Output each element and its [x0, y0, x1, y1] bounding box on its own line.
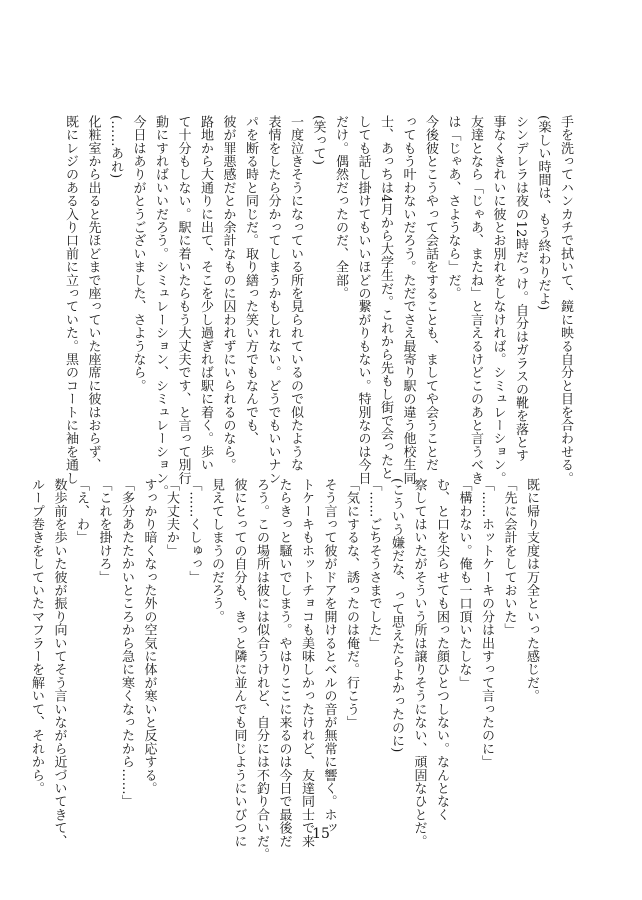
text-line: 動にすればいいだろう。シミュレーション、シミュレーション。	[153, 115, 168, 498]
text-line: ってもう叶わないだろう。ただでさえ最寄り駅の違う他校生同	[400, 115, 416, 485]
page-number: 15	[312, 826, 330, 842]
text-line: て十分もしない。駅に着いたらもう大丈夫です、と言って別行	[175, 115, 191, 485]
text-line: 士、あっちは4月から大学生だ。これから先もし街で会ったと	[378, 115, 393, 480]
text-line: 今日はありがとうございました、さようなら。	[130, 115, 146, 393]
text-line: ろう。この場所は彼には似合うけれど、自分には不釣り合いだ。	[254, 478, 269, 861]
text-line: (笑って)	[310, 115, 326, 166]
text-line: 「……ごちそうさまでした」	[366, 478, 382, 650]
text-line: 手を洗ってハンカチで拭いて、鏡に映る自分と目を合わせる。	[558, 115, 573, 485]
text-line: 彼が罪悪感だとか余計なものに囚われずにいられるのなら。	[220, 115, 236, 472]
text-line: 見えてしまうのだろう。	[209, 478, 224, 624]
text-line: だけ。偶然だったのだ、全部。	[333, 115, 348, 300]
text-line: 数歩前を歩いた彼が振り向いてそう言いながら近づいてきて、	[51, 478, 67, 848]
text-line: 彼にとっての自分も、きっと隣に並んでも同じようにいびつに	[231, 478, 247, 848]
text-line: 「気にするな、誘ったのは俺だ。行こう」	[344, 478, 359, 729]
text-line: 表情をしたら分かってしまうかもしれない。どうでもいいナン	[265, 115, 281, 485]
text-line: 察してはいたがそういう所は譲りそうにない、頑固なひとだ。	[411, 478, 427, 848]
text-line: しても話し掛けてもいいほどの繋がりもない。特別なのは今日	[355, 115, 371, 485]
text-line: (……あれ)	[108, 115, 123, 179]
text-line: 既にレジのある入り口前に立っていた。黒のコートに袖を通し	[63, 115, 78, 485]
text-line: そう言って彼がドアを開けるとベルの音が無常に響く。ホッ	[321, 478, 337, 835]
text-line: 「これを掛けろ」	[96, 478, 112, 584]
text-line: シンデレラは夜の12時だっけ。自分はガラスの靴を落とす	[513, 115, 528, 462]
text-line: 「構わない。俺も一口頂いたしな」	[456, 478, 472, 690]
text-line: 「先に会計をしておいた」	[501, 478, 517, 637]
text-line: 事なくきれいに彼とお別れをしなければ。シミュレーション。	[490, 115, 506, 485]
text-line: 「え、わ」	[74, 478, 89, 544]
text-line: 友達となら「じゃあ、またね」と言えるけどこのあと言うべき	[468, 115, 483, 485]
text-line: トケーキもホットチョコも美味しかったけれど、友達同士で来	[299, 478, 314, 848]
text-line: たらきっと騒いでしまう。やはりここに来るのは今日で最後だ	[276, 478, 292, 848]
text-line: ループ巻きをしていたマフラーを解いて、それから。	[29, 478, 44, 795]
text-line: 一度泣きそうになっている所を見られているので似たような	[288, 115, 303, 472]
upper-text-block	[56, 115, 576, 498]
text-line: 「……くしゅっ」	[186, 478, 202, 584]
text-line: 「……ホットケーキの分は出すって言ったのに」	[479, 478, 494, 769]
text-line: 化粧室から出ると先ほどまで座っていた座席に彼はおらず、	[85, 115, 101, 472]
text-line: (こういう嫌だな、って思えたらよかったのに)	[389, 478, 404, 753]
text-line: すっかり暗くなった外の空気に体が寒いと反応する。	[141, 478, 157, 795]
text-line: 「多分あたたかいところから急に寒くなったから……」	[119, 478, 134, 808]
text-line: 既に帰り支度は万全といった感じだ。	[524, 478, 539, 703]
text-line: む、と口を尖らせても困った顔ひとつしない。なんとなく	[434, 478, 449, 822]
text-line: 路地から大通りに出て、そこを少し過ぎれば駅に着く。歩い	[198, 115, 213, 472]
text-line: (楽しい時間は、もう終わりだよ)	[535, 115, 551, 311]
text-line: 今後彼とこうやって会話をすることも、ましてや会うことだ	[423, 115, 438, 472]
text-line: 「大丈夫か」	[164, 478, 179, 558]
text-line: パを断る時と同じだ。取り繕った笑い方でもなんでも、	[243, 115, 258, 445]
text-line: は「じゃあ、さようなら」だ。	[445, 115, 461, 300]
